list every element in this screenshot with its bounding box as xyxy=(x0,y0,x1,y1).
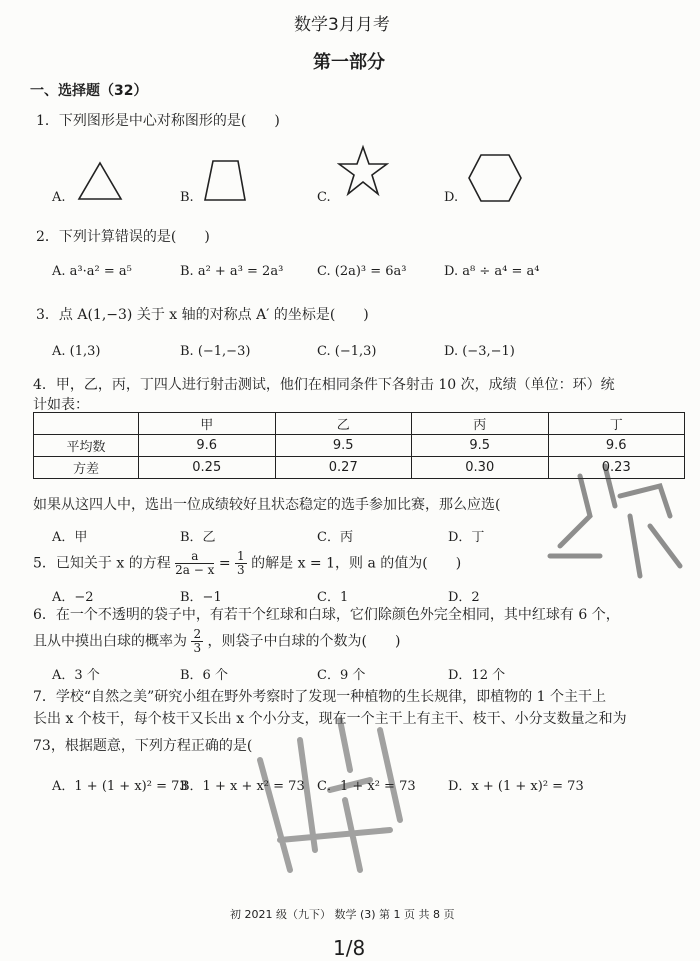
q5-stem-pre: 5．已知关于 x 的方程 xyxy=(33,555,171,572)
table-header-yi: 乙 xyxy=(275,413,412,435)
star-icon xyxy=(337,144,389,198)
table-header-jia: 甲 xyxy=(139,413,276,435)
question-1-stem: 1．下列图形是中心对称图形的是( ) xyxy=(36,113,280,129)
page-indicator: 1/8 xyxy=(333,936,366,960)
table-cell: 9.6 xyxy=(139,435,276,457)
q6-option-c: C．9 个 xyxy=(317,668,366,683)
table-cell: 9.5 xyxy=(275,435,412,457)
q1-option-a-label: A. xyxy=(52,190,66,205)
handwriting-stroke-icon xyxy=(240,700,420,890)
q5-fraction-right-denominator: 3 xyxy=(237,563,245,577)
q1-option-c-label: C. xyxy=(317,190,331,205)
table-header-bing: 丙 xyxy=(412,413,549,435)
page-footer: 初 2021 级（九下） 数学 (3) 第 1 页 共 8 页 xyxy=(230,908,455,921)
q5-option-c: C．1 xyxy=(317,590,349,605)
q5-option-d: D．2 xyxy=(448,590,480,605)
q2-option-d: D. a⁸ ÷ a⁴ = a⁴ xyxy=(444,264,540,279)
q5-fraction-right xyxy=(235,550,247,577)
q6-fraction xyxy=(191,628,203,655)
q2-option-b: B. a² + a³ = 2a³ xyxy=(180,264,284,279)
q3-option-b: B. (−1,−3) xyxy=(180,344,251,359)
table-cell: 0.25 xyxy=(139,457,276,479)
score-table xyxy=(33,412,685,479)
q7-option-a: A．1 + (1 + x)² = 73 xyxy=(52,779,188,794)
q6-fraction-denominator: 3 xyxy=(193,641,202,655)
q6-option-b: B．6 个 xyxy=(180,668,228,683)
question-5-stem xyxy=(33,550,461,577)
table-cell: 0.27 xyxy=(275,457,412,479)
q1-option-d-label: D. xyxy=(444,190,459,205)
table-row xyxy=(34,435,685,457)
q1-option-b-label: B. xyxy=(180,190,194,205)
triangle-icon xyxy=(76,160,124,202)
q4-option-b: B．乙 xyxy=(180,530,216,545)
q6-option-a: A．3 个 xyxy=(52,668,100,683)
q2-option-c: C. (2a)³ = 6a³ xyxy=(317,264,407,279)
question-3-stem: 3．点 A(1,−3) 关于 x 轴的对称点 A′ 的坐标是( ) xyxy=(36,307,369,323)
q5-fraction-left xyxy=(175,550,214,577)
section-heading: 一、选择题（32） xyxy=(30,83,148,99)
table-cell: 9.6 xyxy=(548,435,685,457)
question-6-stem-line1: 6．在一个不透明的袋子中，有若干个红球和白球，它们除颜色外完全相同，其中红球有 6 个， xyxy=(33,607,620,623)
q7-option-d: D．x + (1 + x)² = 73 xyxy=(448,779,584,794)
question-4-prompt: 如果从这四人中，选出一位成绩较好且状态稳定的选手参加比赛，那么应选( xyxy=(33,497,501,513)
question-7-stem-line3: 73，根据题意，下列方程正确的是( xyxy=(33,738,253,754)
q7-option-b: B．1 + x + x² = 73 xyxy=(180,779,305,794)
question-2-stem: 2．下列计算错误的是( ) xyxy=(36,229,210,245)
q4-option-d: D．丁 xyxy=(448,530,485,545)
q5-stem-post: 的解是 x = 1，则 a 的值为( ) xyxy=(251,555,462,572)
table-header-ding: 丁 xyxy=(548,413,685,435)
q6-stem-pre: 且从中摸出白球的概率为 xyxy=(33,633,187,650)
question-7-stem-line2: 长出 x 个枝干，每个枝干又长出 x 个小分支，现在一个主干上有主干、枝干、小分支数量之和为 xyxy=(33,711,627,727)
q3-option-d: D. (−3,−1) xyxy=(444,344,515,359)
exam-title: 数学3月月考 xyxy=(294,15,390,35)
q5-option-a: A．−2 xyxy=(52,590,94,605)
part-heading: 第一部分 xyxy=(313,52,385,73)
q7-option-c: C．1 + x² = 73 xyxy=(317,779,416,794)
table-header-row xyxy=(34,413,685,435)
question-4-stem-line2: 计如表： xyxy=(33,397,89,413)
q5-fraction-right-numerator: 1 xyxy=(237,549,245,563)
table-row-label: 平均数 xyxy=(34,435,139,457)
trapezoid-icon xyxy=(202,158,248,204)
hexagon-icon xyxy=(466,152,524,204)
table-cell: 0.30 xyxy=(412,457,549,479)
question-7-stem-line1: 7．学校“自然之美”研究小组在野外考察时了发现一种植物的生长规律，即植物的 1 个主干上 xyxy=(33,689,607,705)
q4-option-a: A．甲 xyxy=(52,530,88,545)
table-cell xyxy=(34,413,139,435)
q6-stem-post: ，则袋子中白球的个数为( ) xyxy=(207,633,401,650)
q4-option-c: C．丙 xyxy=(317,530,353,545)
q3-option-c: C. (−1,3) xyxy=(317,344,377,359)
q5-fraction-left-denominator: 2a − x xyxy=(175,563,215,577)
q5-option-b: B．−1 xyxy=(180,590,222,605)
table-row xyxy=(34,457,685,479)
table-cell: 9.5 xyxy=(412,435,549,457)
question-4-stem-line1: 4．甲，乙，丙，丁四人进行射击测试，他们在相同条件下各射击 10 次，成绩（单位：环）统 xyxy=(33,377,615,393)
q2-option-a: A. a³·a² = a⁵ xyxy=(52,264,132,279)
q6-option-d: D．12 个 xyxy=(448,668,506,683)
q5-fraction-left-numerator: a xyxy=(175,550,214,564)
q6-fraction-numerator: 2 xyxy=(193,627,202,641)
q5-equals: = xyxy=(218,555,231,572)
table-row-label: 方差 xyxy=(34,457,139,479)
q3-option-a: A. (1,3) xyxy=(52,344,101,359)
table-cell: 0.23 xyxy=(548,457,685,479)
question-6-stem-line2 xyxy=(33,628,400,655)
